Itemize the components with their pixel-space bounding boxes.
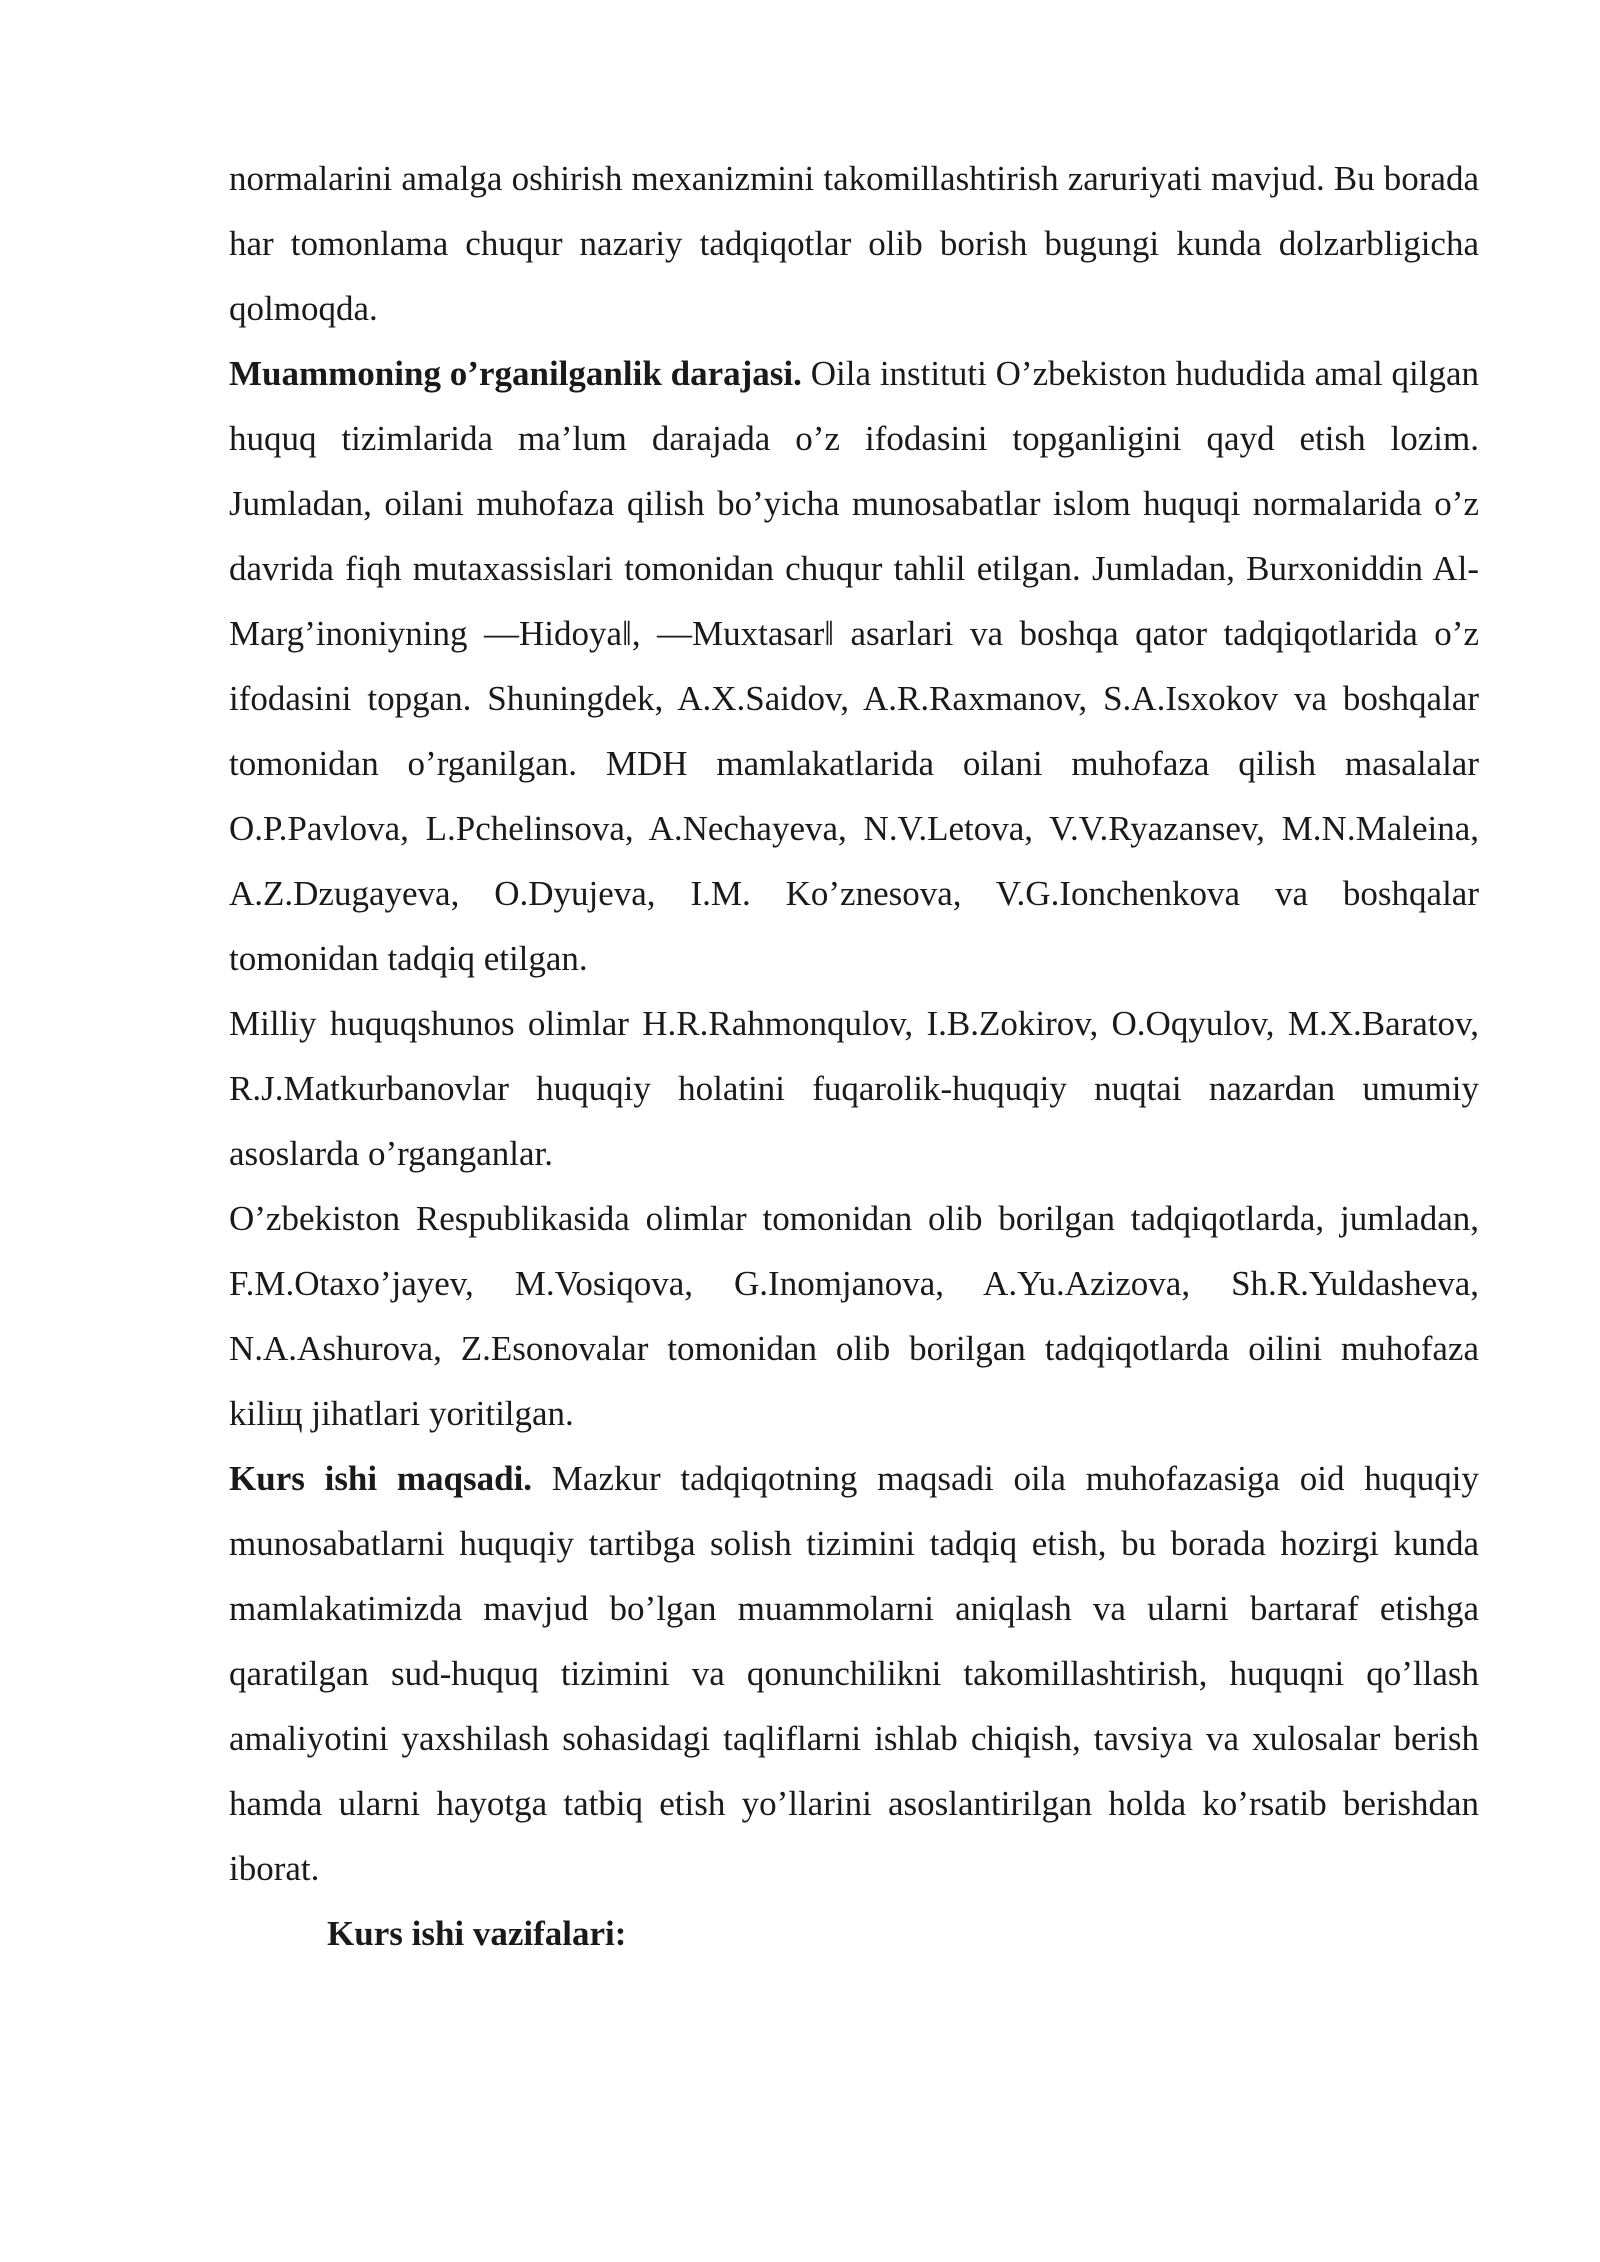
paragraph-research-level (229, 341, 1479, 991)
paragraph-text: Milliy huquqshunos olimlar H.R.Rahmonqulov, I.B.Zokirov, O.Oqyulov, M.X.Baratov, R.J.Matkurbanovlar huquqiy holatini fuqarolik-huquqiy nuqtai nazardan umumiy asoslarda o’rganganlar. (229, 1004, 1479, 1173)
document-body (229, 146, 1479, 1966)
paragraph-course-goal (229, 1446, 1479, 1901)
paragraph-lead-heading: Muammoning o’rganilganlik darajasi. (229, 354, 802, 393)
paragraph-text: Mazkur tadqiqotning maqsadi oila muhofazasiga oid huquqiy munosabatlarni huquqiy tartibga solish tizimini tadqiq etish, bu borada hozirgi kunda mamlakatimizda mavjud bo’lgan muammolarni aniqlash va ularni bartaraf etishga qaratilgan sud-huquq tizimini va qonunchilikni takomillashtirish, huquqni qo’llash amaliyotini yaxshilash sohasidagi taqliflarni ishlab chiqish, tavsiya va xulosalar berish hamda ularni hayotga tatbiq etish yo’llarini asoslantirilgan holda ko’rsatib berishdan iborat. (229, 1459, 1479, 1888)
paragraph-text: normalarini amalga oshirish mexanizmini takomillashtirish zaruriyati mavjud. Bu borada har tomonlama chuqur nazariy tadqiqotlar olib borish bugungi kunda dolzarbligicha qolmoqda. (229, 159, 1479, 328)
paragraph-text: Oila instituti O’zbekiston hududida amal qilgan huquq tizimlarida ma’lum darajada o’z ifodasini topganligini qayd etish lozim. Jumladan, oilani muhofaza qilish bo’yicha munosabatlar islom huquqi normalarida o’z davrida fiqh mutaxassislari tomonidan chuqur tahlil etilgan. Jumladan, Burxoniddin Al-Marg’inoniyning ―Hidoya‖, ―Muxtasar‖ asarlari va boshqa qator tadqiqotlarida o’z ifodasini topgan. Shuningdek, A.X.Saidov, A.R.Raxmanov, S.A.Isxokov va boshqalar tomonidan o’rganilgan. MDH mamlakatlarida oilani muhofaza qilish masalalar O.P.Pavlova, L.Pchelinsova, A.Nechayeva, N.V.Letova, V.V.Ryazansev, M.N.Maleina, A.Z.Dzugayeva, O.Dyujeva, I.M. Ko’znesova, V.G.Ionchenkova va boshqalar tomonidan tadqiq etilgan. (229, 354, 1479, 978)
paragraph-intro-continuation (229, 146, 1479, 341)
section-heading-tasks: Kurs ishi vazifalari: (327, 1914, 627, 1953)
paragraph-uzbekistan-research (229, 1186, 1479, 1446)
paragraph-lead-heading: Kurs ishi maqsadi. (229, 1459, 533, 1498)
paragraph-text: O’zbekiston Respublikasida olimlar tomonidan olib borilgan tadqiqotlarda, jumladan, F.M.Otaxo’jayev, M.Vosiqova, G.Inomjanova, A.Yu.Azizova, Sh.R.Yuldasheva, N.A.Ashurova, Z.Esonovalar tomonidan olib borilgan tadqiqotlarda oilini muhofaza kiliщ jihatlari yoritilgan. (229, 1199, 1479, 1433)
paragraph-national-scholars (229, 991, 1479, 1186)
